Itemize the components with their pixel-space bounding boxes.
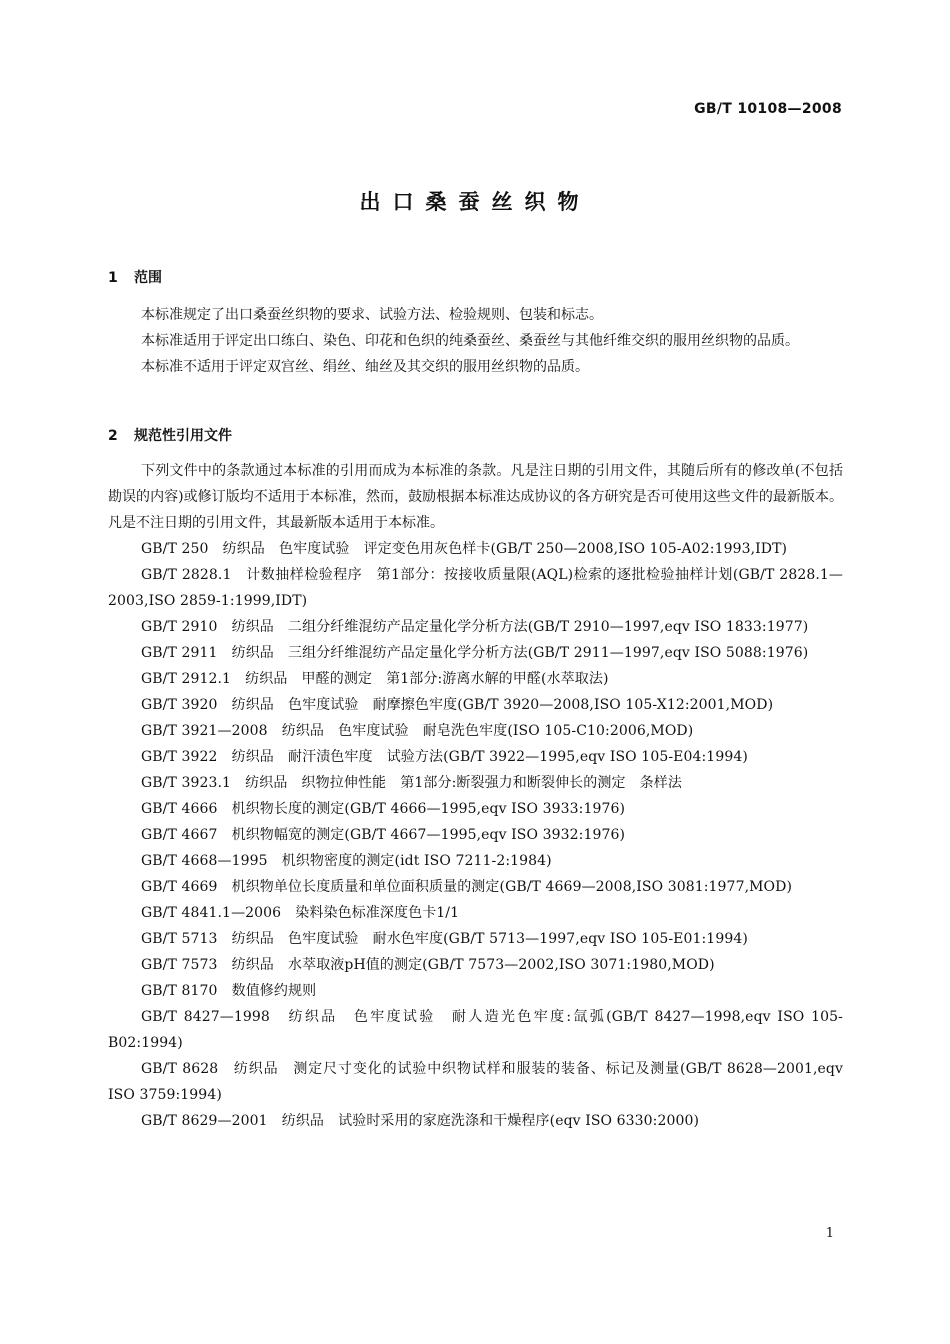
reference-item: GB/T 7573 纺织品 水萃取液pH值的测定(GB/T 7573—2002,ISO 3071:1980,MOD) [141, 957, 715, 973]
reference-item: GB/T 8628 纺织品 测定尺寸变化的试验中织物试样和服装的装备、标记及测量(GB/T 8628—2001,eqv ISO 3759:1994) [108, 1061, 843, 1103]
reference-item: GB/T 3920 纺织品 色牢度试验 耐摩擦色牢度(GB/T 3920—2008,ISO 105-X12:2001,MOD) [141, 697, 774, 713]
scope-paragraph: 本标准适用于评定出口练白、染色、印花和色织的纯桑蚕丝、桑蚕丝与其他纤维交织的服用丝织物的品质。 [141, 333, 799, 349]
reference-item: GB/T 3921—2008 纺织品 色牢度试验 耐皂洗色牢度(ISO 105-C10:2006,MOD) [141, 723, 694, 739]
reference-item: GB/T 4668—1995 机织物密度的测定(idt ISO 7211-2:1984) [141, 853, 552, 869]
references-intro: 下列文件中的条款通过本标准的引用而成为本标准的条款。凡是注日期的引用文件，其随后所有的修改单(不包括勘误的内容)或修订版均不适用于本标准，然而，鼓励根据本标准达成协议的各方研究是否可使用这些文件的最新版本。凡是不注日期的引用文件，其最新版本适用于本标准。 [108, 463, 843, 531]
reference-item: GB/T 2910 纺织品 二组分纤维混纺产品定量化学分析方法(GB/T 2910—1997,eqv ISO 1833:1977) [141, 619, 809, 635]
reference-item: GB/T 2912.1 纺织品 甲醛的测定 第1部分:游离水解的甲醛(水萃取法) [141, 671, 609, 687]
reference-item: GB/T 2911 纺织品 三组分纤维混纺产品定量化学分析方法(GB/T 2911—1997,eqv ISO 5088:1976) [141, 645, 809, 661]
reference-item: GB/T 2828.1 计数抽样检验程序 第1部分：按接收质量限(AQL)检索的逐批检验抽样计划(GB/T 2828.1—2003,ISO 2859-1:1999,IDT) [108, 567, 843, 609]
reference-item: GB/T 5713 纺织品 色牢度试验 耐水色牢度(GB/T 5713—1997,eqv ISO 105-E01:1994) [141, 931, 748, 947]
reference-item: GB/T 4669 机织物单位长度质量和单位面积质量的测定(GB/T 4669—2008,ISO 3081:1977,MOD) [141, 879, 793, 895]
scope-paragraph: 本标准规定了出口桑蚕丝织物的要求、试验方法、检验规则、包装和标志。 [141, 307, 603, 323]
reference-item: GB/T 8629—2001 纺织品 试验时采用的家庭洗涤和干燥程序(eqv ISO 6330:2000) [141, 1113, 700, 1129]
reference-item: GB/T 4667 机织物幅宽的测定(GB/T 4667—1995,eqv ISO 3932:1976) [141, 827, 626, 843]
reference-item: GB/T 4666 机织物长度的测定(GB/T 4666—1995,eqv ISO 3933:1976) [141, 801, 626, 817]
reference-item: GB/T 3923.1 纺织品 织物拉伸性能 第1部分:断裂强力和断裂伸长的测定 条样法 [141, 775, 682, 791]
section-1-title: 范围 [134, 270, 162, 286]
page-number: 1 [825, 1226, 834, 1241]
scope-paragraph: 本标准不适用于评定双宫丝、绢丝、䌷丝及其交织的服用丝织物的品质。 [141, 359, 589, 375]
reference-item: GB/T 4841.1—2006 染料染色标准深度色卡1/1 [141, 905, 460, 921]
reference-item: GB/T 3922 纺织品 耐汗渍色牢度 试验方法(GB/T 3922—1995,eqv ISO 105-E04:1994) [141, 749, 748, 765]
section-1-heading [108, 267, 162, 287]
reference-item: GB/T 250 纺织品 色牢度试验 评定变色用灰色样卡(GB/T 250—2008,ISO 105-A02:1993,IDT) [141, 541, 788, 557]
section-1-number: 1 [108, 270, 118, 286]
section-2-heading [108, 425, 232, 445]
section-2-number: 2 [108, 428, 118, 444]
document-title: 出口桑蚕丝织物 [359, 190, 591, 214]
reference-item: GB/T 8427—1998 纺织品 色牢度试验 耐人造光色牢度:氙弧(GB/T 8427—1998,eqv ISO 105-B02:1994) [108, 1009, 843, 1051]
section-1-body [108, 302, 843, 380]
standard-number: GB/T 10108—2008 [694, 101, 842, 117]
section-2-title: 规范性引用文件 [134, 428, 232, 444]
section-2-body [108, 458, 843, 1134]
reference-item: GB/T 8170 数值修约规则 [141, 983, 317, 999]
